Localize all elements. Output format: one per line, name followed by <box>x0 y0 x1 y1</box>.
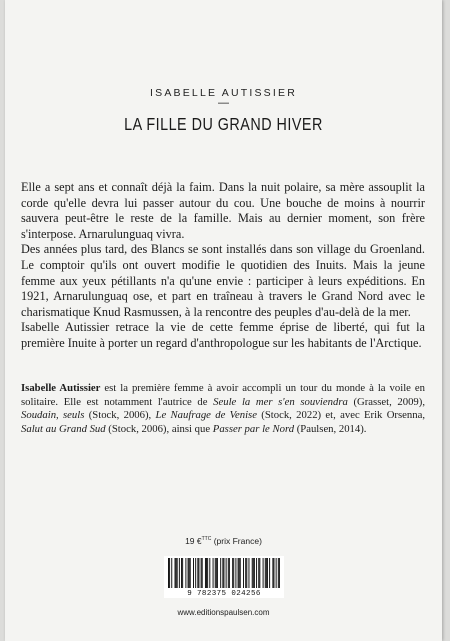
bio-work-title: Seule la mer s'en souviendra <box>213 395 348 408</box>
barcode-bar <box>226 558 227 588</box>
barcode-bar <box>182 558 183 588</box>
author-name: ISABELLE AUTISSIER <box>150 87 297 99</box>
barcode-bars <box>164 556 284 590</box>
barcode-bar <box>215 558 216 588</box>
barcode-bar <box>201 558 202 588</box>
bio-work-title: Le Naufrage de Venise <box>155 409 257 422</box>
blurb-paragraph-1: Elle a sept ans et connaît déjà la faim. Dans la nuit polaire, sa mère assouplit la corde qu'elle devra lui passer autour du cou. Une bouche de moins à nourrir sauvera peut-être le reste de la famille. Mais au dernier moment, son frère s'interpose. Arnarulunguaq vivra. <box>21 180 425 241</box>
back-cover <box>5 0 442 641</box>
barcode-bar <box>278 558 279 588</box>
barcode-bar <box>188 558 189 588</box>
barcode-bar <box>205 558 206 588</box>
price-tax: TTC <box>201 536 212 543</box>
barcode-bar <box>189 558 190 588</box>
barcode-bar <box>258 558 259 588</box>
barcode-bar <box>168 558 169 588</box>
bio-text: (Paulsen, 2014). <box>294 423 367 436</box>
barcode-bar <box>175 558 176 588</box>
barcode-bar <box>169 558 170 588</box>
barcode-bar <box>273 558 274 588</box>
bio-text: (Stock, 2006), <box>84 409 156 422</box>
barcode-bar <box>265 558 266 588</box>
barcode-bar <box>272 558 273 588</box>
barcode-bar <box>197 558 198 588</box>
price-amount: 19 € <box>185 536 202 546</box>
barcode-bar <box>245 558 246 588</box>
bio-text: (Stock, 2022) et, avec Erik Orsenna, <box>256 409 426 422</box>
barcode-bar <box>233 558 234 588</box>
barcode-bar <box>181 558 182 588</box>
barcode-bar <box>253 558 254 588</box>
bio-text: (Grasset, 2009), <box>347 395 425 408</box>
barcode-bar <box>185 558 186 588</box>
barcode-bar <box>190 558 191 588</box>
barcode-bar <box>220 558 221 588</box>
barcode-bar <box>256 558 257 588</box>
isbn-number: 9 782375 024256 <box>164 590 284 598</box>
barcode-bar <box>217 558 218 588</box>
bio-work-title: Salut au Grand Sud <box>21 423 106 436</box>
bio-author-name: Isabelle Autissier <box>21 382 101 394</box>
barcode-bar <box>176 558 177 588</box>
barcode-bar <box>259 558 260 588</box>
publisher-website: www.editionspaulsen.com <box>177 608 270 617</box>
barcode-bar <box>223 558 224 588</box>
barcode-bar <box>235 558 236 588</box>
barcode-bar <box>228 558 229 588</box>
barcode-bar <box>171 558 172 588</box>
barcode-bar <box>177 558 178 588</box>
barcode-bar <box>206 558 207 588</box>
barcode-bar <box>179 558 180 588</box>
bio-text: (Stock, 2006), ainsi que <box>105 423 213 436</box>
price-note: (prix France) <box>211 536 262 546</box>
bio-text: est la première femme à avoir accompli un tour du monde à la voile en solitaire. Elle est notamment l'autrice de <box>21 382 425 408</box>
barcode-bar <box>276 558 277 588</box>
barcode-bar <box>246 558 247 588</box>
barcode-bar <box>263 558 264 588</box>
barcode-bar <box>239 558 240 588</box>
barcode-bar <box>193 558 194 588</box>
barcode-bar <box>229 558 230 588</box>
title-separator: — <box>218 97 229 109</box>
barcode-bar <box>213 558 214 588</box>
barcode-bar <box>243 558 244 588</box>
barcode-bar <box>238 558 239 588</box>
bio-work-title: Passer par le Nord <box>212 423 295 436</box>
barcode-bar <box>252 558 253 588</box>
barcode-bar <box>266 558 267 588</box>
barcode-bar <box>254 558 255 588</box>
barcode-bar <box>209 558 210 588</box>
barcode-bar <box>198 558 199 588</box>
barcode-bar <box>279 558 280 588</box>
barcode-bar <box>207 558 208 588</box>
barcode-bar <box>216 558 217 588</box>
blurb-paragraph-3: Isabelle Autissier retrace la vie de cette femme éprise de liberté, qui fut la première Inuite à porter un regard d'anthropologue sur les habitants de l'Arctique. <box>21 320 425 350</box>
barcode-bar <box>269 558 270 588</box>
barcode-bar <box>232 558 233 588</box>
isbn-barcode <box>164 556 284 593</box>
barcode-bar <box>240 558 241 588</box>
price <box>5 536 442 546</box>
blurb <box>21 180 425 352</box>
barcode-bar <box>202 558 203 588</box>
barcode-bar <box>267 558 268 588</box>
bio-work-title: Soudain, seuls <box>21 409 85 422</box>
blurb-paragraph-2: Des années plus tard, des Blancs se sont installés dans son village du Groenland. Le comptoir qu'ils ont ouvert modifie le quotidien des Inuits. Mais la jeune femme aux yeux pétillants n'a qu'une envie : participer à leurs expéditions. En 1921, Arnarulunguaq ose, et part en traîneau à travers le Grand Nord avec le charismatique Knud Rasmussen, à la rencontre des peuples d'au-delà de la mer. <box>21 242 425 319</box>
barcode-bar <box>195 558 196 588</box>
barcode-bar <box>248 558 249 588</box>
book-title: LA FILLE DU GRAND HIVER <box>124 114 323 134</box>
barcode-bar <box>222 558 223 588</box>
author-bio <box>21 382 425 437</box>
